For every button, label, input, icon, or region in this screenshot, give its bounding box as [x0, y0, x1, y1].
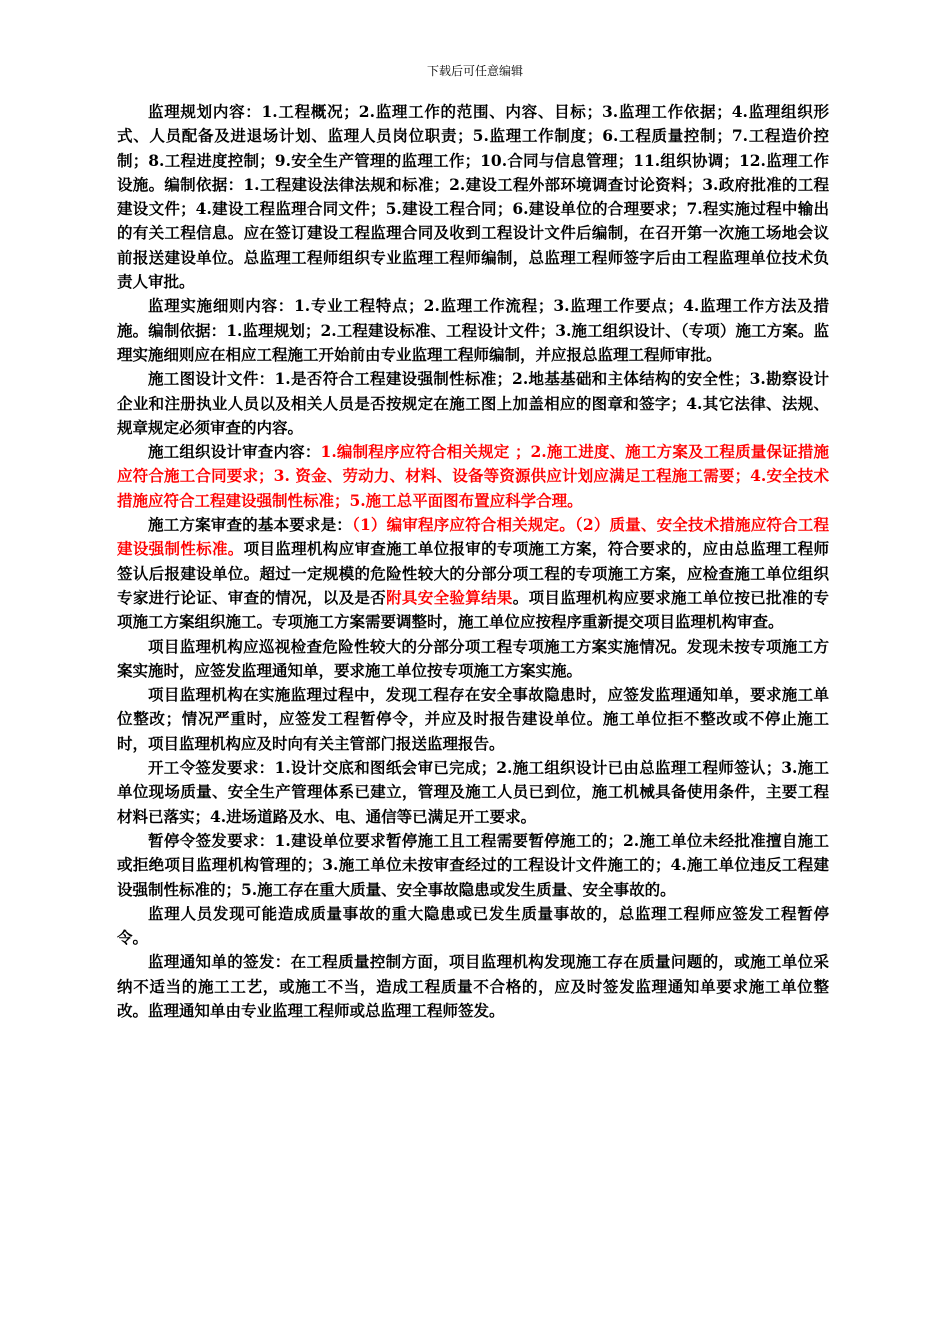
paragraph-quality-accident	[117, 902, 829, 951]
paragraph-safety-hazard	[117, 683, 829, 756]
text-run: 监理规划内容：1.工程概况；2.监理工作的范围、内容、目标；3.监理工作依据；4.监理组织形式、人员配备及进退场计划、监理人员岗位职责；5.监理工作制度；6.工程质量控制；7.工程造价控制；8.工程进度控制；9.安全生产管理的监理工作；10.合同与信息管理；11.组织协调；12.监理工作设施。编制依据：1.工程建设法律法规和标准；2.建设工程外部环境调查讨论资料；3.政府批准的工程建设文件；4.建设工程监理合同文件；5.建设工程合同；6.建设单位的合理要求；7.程实施过程中输出的有关工程信息。应在签订建设工程监理合同及收到工程设计文件后编制，在召开第一次施工场地会议前报送建设单位。总监理工程师组织专业监理工程师编制，总监理工程师签字后由工程监理单位技术负责人审批。	[117, 102, 829, 292]
page-header: 下载后可任意编辑	[426, 64, 523, 78]
text-run: 项目监理机构应巡视检查危险性较大的分部分项工程专项施工方案实施情况。发现未按专项施工方案实施时，应签发监理通知单，要求施工单位按专项施工方案实施。	[117, 636, 829, 680]
paragraph-scheme-review	[117, 513, 829, 634]
text-run: 开工令签发要求：1.设计交底和图纸会审已完成；2.施工组织设计已由总监理工程师签认；3.施工单位现场质量、安全生产管理体系已建立，管理及施工人员已到位，施工机械具备使用条件，主要工程材料已落实；4.进场道路及水、电、通信等已满足开工要求。	[117, 758, 829, 826]
text-run: 暂停令签发要求：1.建设单位要求暂停施工且工程需要暂停施工的；2.施工单位未经批准擅自施工或拒绝项目监理机构管理的；3.施工单位未按审查经过的工程设计文件施工的；4.施工单位违反工程建设强制性标准的；5.施工存在重大质量、安全事故隐患或发生质量、安全事故的。	[117, 830, 829, 899]
paragraph-construction-design-review	[117, 440, 829, 513]
paragraph-start-order	[117, 756, 829, 829]
text-run: 施工组织设计审查内容：	[148, 442, 321, 462]
text-run: 施工方案审查的基本要求是：	[148, 515, 352, 535]
paragraph-supervision-notice	[117, 950, 829, 1023]
highlighted-text-run: 1.编制程序应符合相关规定 ；2.施工进度、施工方案及工程质量保证措施应符合施工合同要求；3. 资金、劳动力、材料、设备等资源供应计划应满足工程施工需要；4.安全技术措施应符合工程建设强制性标准；5.施工总平面图布置应科学合理。	[117, 442, 829, 510]
paragraph-implementation-rules	[117, 294, 829, 367]
highlighted-text-run: （1）编审程序应符合相关规定。（2）质量、安全技术措施应符合工程建设强制性标准。	[117, 515, 829, 559]
paragraph-patrol-inspection	[117, 635, 829, 684]
highlighted-text-run: 附具安全验算结果	[386, 587, 513, 607]
text-run: 监理实施细则内容：1.专业工程特点；2.监理工作流程；3.监理工作要点；4.监理工作方法及措施。编制依据：1.监理规划；2.工程建设标准、工程设计文件；3.施工组织设计、（专项）施工方案。监理实施细则应在相应工程施工开始前由专业监理工程师编制，并应报总监理工程师审批。	[117, 296, 829, 364]
text-run: 项目监理机构在实施监理过程中，发现工程存在安全事故隐患时，应签发监理通知单，要求施工单位整改；情况严重时，应签发工程暂停令，并应及时报告建设单位。施工单位拒不整改或不停止施工时，项目监理机构应及时向有关主管部门报送监理报告。	[117, 685, 829, 753]
text-run: 监理通知单的签发：在工程质量控制方面，项目监理机构发现施工存在质量问题的，或施工单位采纳不适当的施工工艺，或施工不当，造成工程质量不合格的，应及时签发监理通知单要求施工单位整改。监理通知单由专业监理工程师或总监理工程师签发。	[117, 952, 829, 1020]
text-run: 施工图设计文件：1.是否符合工程建设强制性标准；2.地基基础和主体结构的安全性；3.勘察设计企业和注册执业人员以及相关人员是否按规定在施工图上加盖相应的图章和签字；4.其它法律、法规、规章规定必须审查的内容。	[117, 369, 829, 437]
text-run: 。项目监理机构应要求施工单位按已批准的专项施工方案组织施工。专项施工方案需要调整时，施工单位应按程序重新提交项目监理机构审查。	[117, 587, 829, 632]
paragraph-construction-drawings	[117, 367, 829, 440]
document-body	[117, 100, 829, 1023]
text-run: 监理人员发现可能造成质量事故的重大隐患或已发生质量事故的，总监理工程师应签发工程暂停令。	[117, 903, 829, 948]
paragraph-suspension-order	[117, 829, 829, 902]
text-run: 项目监理机构应审查施工单位报审的专项施工方案，符合要求的，应由总监理工程师签认后报建设单位。超过一定规模的危险性较大的分部分项工程的专项施工方案，应检查施工单位组织专家进行论证、审查的情况，以及是否	[117, 539, 829, 607]
paragraph-supervision-plan	[117, 100, 829, 294]
